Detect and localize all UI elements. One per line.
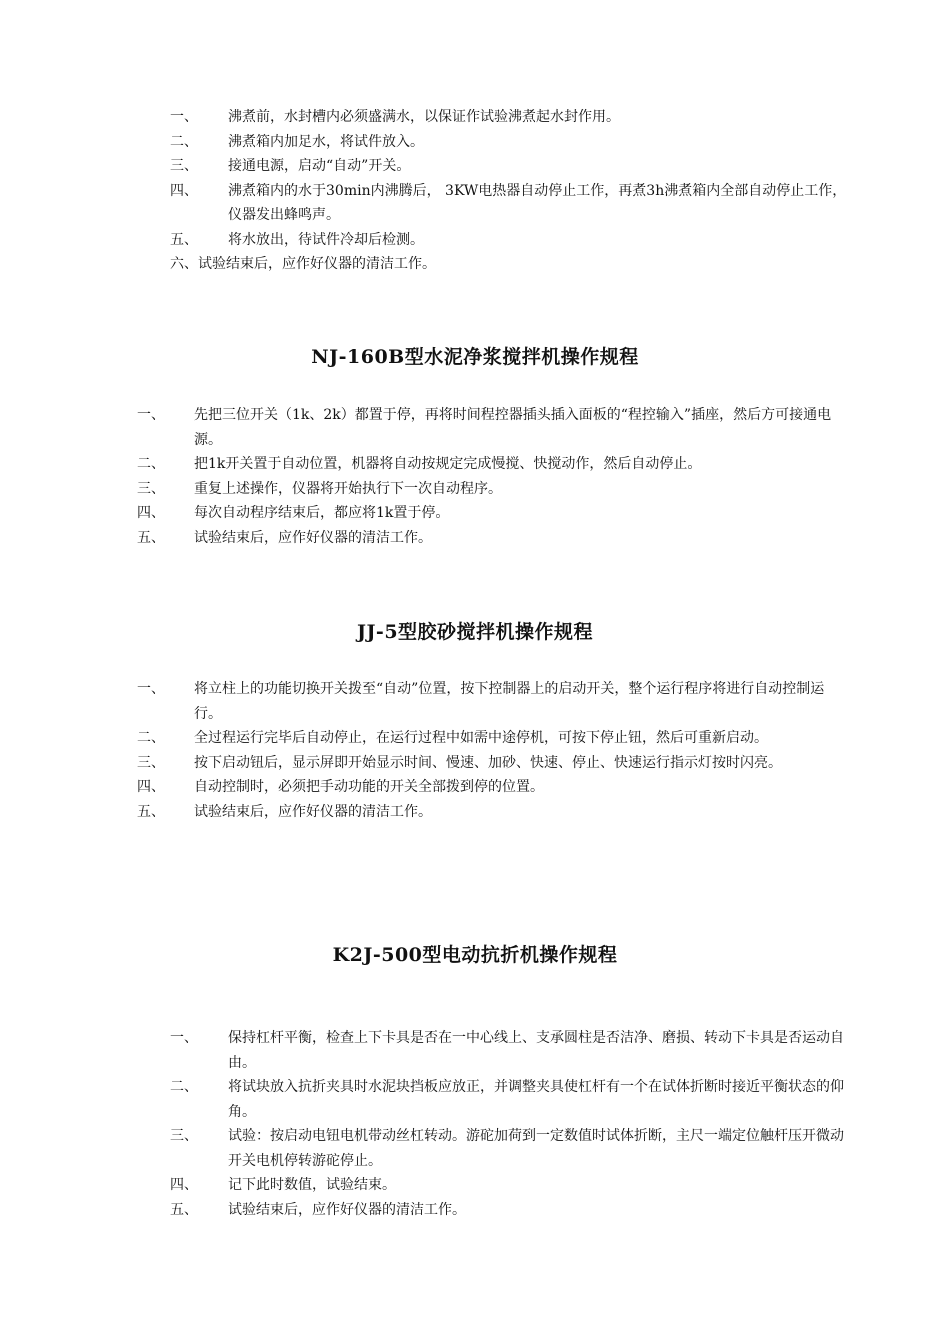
list-item (137, 726, 847, 751)
item-text: 保持杠杆平衡，检查上下卡具是否在一中心线上、支承圆柱是否洁净、磨损、转动下卡具是否运动自由。 (228, 1030, 844, 1071)
list-item (137, 800, 847, 825)
item-text: 沸煮箱内的水于30min内沸腾后， 3KW电热器自动停止工作，再煮3h沸煮箱内全部自动停止工作，仪器发出蜂鸣声。 (228, 182, 847, 223)
item-text: 沸煮箱内加足水，将试件放入。 (228, 133, 424, 150)
item-number: 一、 (137, 407, 165, 423)
item-number: 四、 (137, 779, 165, 795)
list-item (137, 751, 847, 776)
list-item (137, 403, 857, 452)
paste-mixer-steps (137, 403, 857, 550)
item-text: 试验结束后，应作好仪器的清洁工作。 (194, 529, 432, 546)
section-title: K2J-500型电动抗折机操作规程 (332, 944, 618, 966)
section-title: JJ-5型胶砂搅拌机操作规程 (356, 621, 594, 643)
list-item (170, 179, 850, 228)
item-number: 一、 (170, 109, 198, 125)
item-number: 二、 (170, 133, 198, 150)
item-text: 沸煮前，水封槽内必须盛满水，以保证作试验沸煮起水封作用。 (228, 109, 620, 125)
item-text: 每次自动程序结束后，都应将1k置于停。 (194, 505, 450, 521)
item-text: 接通电源，启动“自动”开关。 (228, 158, 411, 174)
list-item (170, 228, 850, 253)
list-item (170, 105, 850, 130)
item-number: 五、 (170, 231, 198, 248)
section-title: NJ-160B型水泥净浆搅拌机操作规程 (311, 346, 639, 368)
item-text: 试验结束后，应作好仪器的清洁工作。 (228, 1201, 466, 1218)
list-item (137, 677, 847, 726)
item-text: 试验：按启动电钮电机带动丝杠转动。游砣加荷到一定数值时试体折断，主尺一端定位触杆压开微动开关电机停转游砣停止。 (228, 1128, 844, 1169)
boiling-box-steps (170, 105, 850, 277)
item-text: 全过程运行完毕后自动停止，在运行过程中如需中途停机，可按下停止钮，然后可重新启动。 (194, 730, 768, 746)
item-number: 二、 (170, 1079, 198, 1095)
list-item (137, 775, 847, 800)
list-item (170, 1198, 850, 1223)
mortar-mixer-steps (137, 677, 847, 824)
list-item (170, 252, 850, 277)
list-item (137, 452, 857, 477)
item-text: 重复上述操作，仪器将开始执行下一次自动程序。 (194, 480, 502, 497)
item-text: 六、试验结束后，应作好仪器的清洁工作。 (170, 256, 436, 272)
list-item (137, 477, 857, 502)
item-text: 自动控制时，必须把手动功能的开关全部拨到停的位置。 (194, 779, 544, 795)
item-number: 三、 (170, 158, 198, 174)
list-item (170, 130, 850, 155)
item-text: 把1k开关置于自动位置，机器将自动按规定完成慢搅、快搅动作，然后自动停止。 (194, 456, 702, 472)
item-text: 按下启动钮后，显示屏即开始显示时间、慢速、加砂、快速、停止、快速运行指示灯按时闪亮。 (194, 754, 782, 771)
item-number: 五、 (170, 1201, 198, 1218)
item-text: 记下此时数值，试验结束。 (228, 1177, 396, 1193)
item-number: 四、 (170, 182, 198, 199)
item-number: 三、 (170, 1128, 198, 1144)
list-item (170, 1075, 850, 1124)
list-item (170, 1124, 850, 1173)
item-number: 三、 (137, 480, 165, 497)
item-number: 一、 (137, 681, 165, 697)
list-item (137, 501, 857, 526)
list-item (170, 154, 850, 179)
item-number: 五、 (137, 529, 165, 546)
list-item (137, 526, 857, 551)
item-number: 一、 (170, 1030, 198, 1046)
item-text: 试验结束后，应作好仪器的清洁工作。 (194, 803, 432, 820)
list-item (170, 1173, 850, 1198)
item-number: 二、 (137, 730, 165, 746)
item-text: 将立柱上的功能切换开关拨至“自动”位置，按下控制器上的启动开关，整个运行程序将进行自动控制运行。 (194, 681, 825, 722)
item-number: 四、 (137, 505, 165, 521)
item-text: 先把三位开关（1k、2k）都置于停，再将时间程控器插头插入面板的“程控输入”插座，然后方可接通电源。 (194, 407, 832, 448)
list-item (170, 1026, 850, 1075)
item-number: 四、 (170, 1177, 198, 1193)
item-number: 五、 (137, 803, 165, 820)
item-number: 三、 (137, 754, 165, 771)
item-text: 将水放出，待试件冷却后检测。 (228, 231, 424, 248)
flexural-tester-steps (170, 1026, 850, 1222)
item-number: 二、 (137, 456, 165, 472)
item-text: 将试块放入抗折夹具时水泥块挡板应放正，并调整夹具使杠杆有一个在试体折断时接近平衡状态的仰角。 (228, 1079, 844, 1120)
